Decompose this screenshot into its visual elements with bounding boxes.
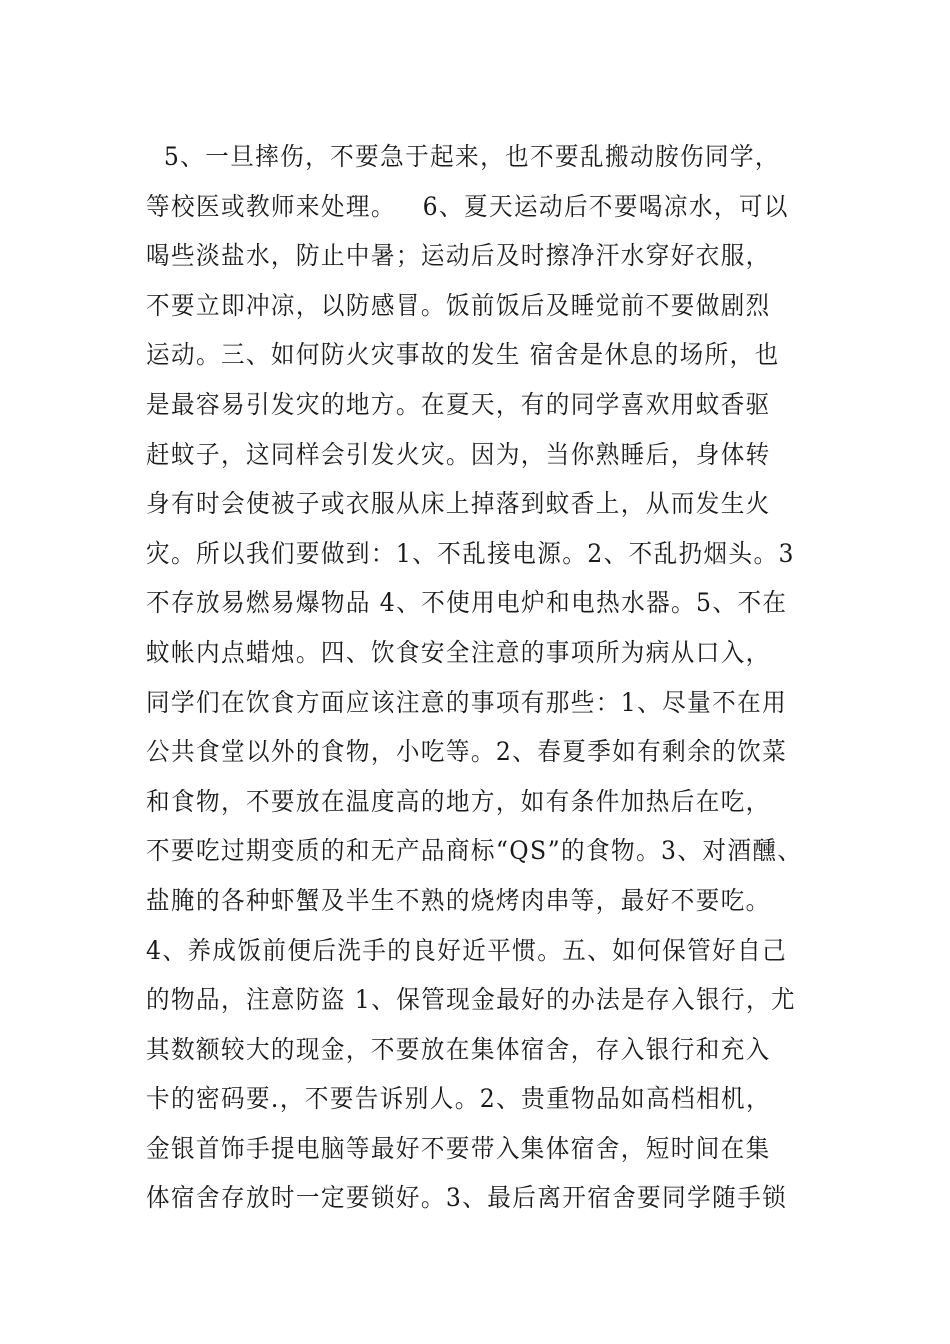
text-line: 蚊帐内点蜡烛。四、饮食安全注意的事项所为病从口入， bbox=[146, 637, 771, 667]
text-line: 5、一旦摔伤，不要急于起来，也不要乱搬动胺伤同学， bbox=[146, 142, 780, 171]
text-line: 卡的密码要.，不要告诉别人。2、贵重物品如高档相机， bbox=[146, 1084, 772, 1114]
text-line: 不存放易燃易爆物品 4、不使用电炉和电热水器。5、不在 bbox=[146, 588, 788, 618]
text-line: 体宿舍存放时一定要锁好。3、最后离开宿舍要同学随手锁 bbox=[146, 1183, 788, 1213]
text-line: 等校医或教师来处理。 6、夏天运动后不要喝凉水，可以 bbox=[146, 191, 789, 221]
text-line: 的物品，注意防盗 1、保管现金最好的办法是存入银行，尤 bbox=[146, 985, 796, 1015]
text-line: 灾。所以我们要做到：1、不乱接电源。2、不乱扔烟头。3 bbox=[146, 538, 795, 568]
text-line: 是最容易引发灾的地方。在夏天，有的同学喜欢用蚊香驱 bbox=[146, 389, 771, 419]
text-line: 同学们在饮食方面应该注意的事项有那些：1、尽量不在用 bbox=[146, 687, 788, 717]
text-line: 赶蚊子，这同样会引发火灾。因为，当你熟睡后，身体转 bbox=[146, 439, 771, 469]
text-line: 和食物，不要放在温度高的地方，如有条件加热后在吃， bbox=[146, 786, 771, 816]
text-line: 运动。三、如何防火灾事故的发生 宿舍是休息的场所，也 bbox=[146, 340, 780, 370]
text-line: 金银首饰手提电脑等最好不要带入集体宿舍，短时间在集 bbox=[146, 1133, 771, 1163]
text-line: 喝些淡盐水，防止中暑；运动后及时擦净汗水穿好衣服， bbox=[146, 241, 771, 271]
text-line: 不要吃过期变质的和无产品商标“QS”的食物。3、对酒醺、 bbox=[146, 836, 803, 866]
text-line: 不要立即冲凉，以防感冒。饭前饭后及睡觉前不要做剧烈 bbox=[146, 290, 771, 320]
text-line: 公共食堂以外的食物，小吃等。2、春夏季如有剩余的饮菜 bbox=[146, 737, 788, 767]
body-text bbox=[146, 132, 846, 1223]
text-line: 身有时会使被子或衣服从床上掉落到蚊香上，从而发生火 bbox=[146, 489, 771, 519]
text-line: 其数额较大的现金，不要放在集体宿舍，存入银行和充入 bbox=[146, 1034, 771, 1064]
text-line: 4、养成饭前便后洗手的良好近平惯。五、如何保管好自己 bbox=[146, 935, 788, 965]
text-line: 盐腌的各种虾蟹及半生不熟的烧烤肉串等，最好不要吃。 bbox=[146, 885, 771, 915]
